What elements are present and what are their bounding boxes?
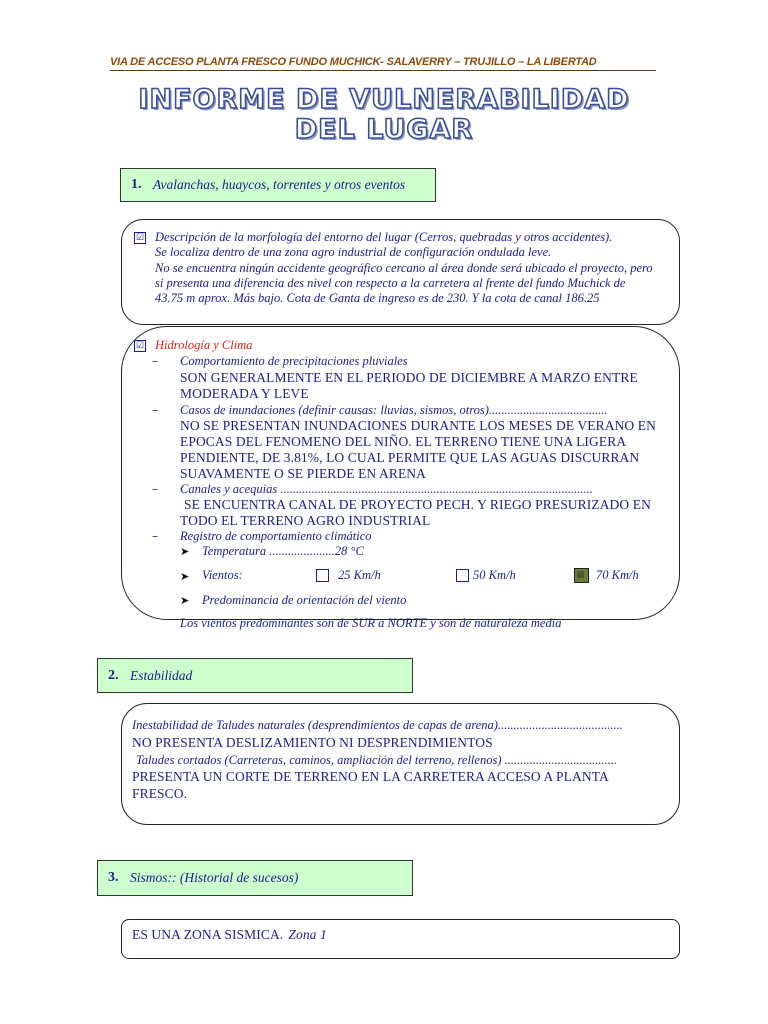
wind-direction-label: Predominancia de orientación del viento: [202, 593, 407, 607]
temperature-text: Temperatura .....................28 °C: [202, 544, 364, 558]
precipitation-label: Comportamiento de precipitaciones pluviales: [180, 354, 408, 368]
canal-label: Canales y acequias ....................................................................................................: [180, 482, 593, 496]
seismic-value: [132, 924, 327, 943]
section-2-number: 2.: [108, 667, 119, 683]
flood-label: Casos de inundaciones (definir causas: lluvias, sismos, otros)......................................: [180, 403, 608, 417]
checked-box-icon: ☑: [135, 341, 145, 351]
cut-slopes-value-line-2: FRESCO.: [132, 786, 188, 801]
hydrology-title: Hidrología y Clima: [155, 338, 253, 352]
morphology-line-3: No se encuentra ningún accidente geográfico cercano al área donde será ubicado el proyecto, pero: [155, 261, 653, 275]
wind-25-label: 25 Km/h: [338, 568, 381, 582]
section-2-heading: [97, 658, 413, 693]
section-2-label: Estabilidad: [130, 667, 193, 683]
wind-70-checkbox-checked[interactable]: [574, 568, 589, 583]
section-1-heading: [120, 168, 436, 202]
dash-bullet: –: [152, 403, 158, 417]
dash-bullet: –: [152, 529, 158, 543]
morphology-line-2: Se localiza dentro de una zona agro industrial de configuración ondulada leve.: [155, 245, 552, 259]
flood-value-line-2: EPOCAS DEL FENOMENO DEL NIÑO. EL TERRENO TIENE UNA LIGERA: [180, 434, 627, 449]
arrow-bullet-icon: ➤: [180, 570, 190, 583]
wind-50-label: 50 Km/h: [473, 568, 516, 582]
checked-box-icon: ☑: [135, 233, 145, 243]
page-title-line-1: INFORME DE VULNERABILIDAD: [138, 84, 630, 115]
morphology-line-4: si presenta una diferencia des nivel con respecto a la carretera al frente del fundo Muchick de: [155, 276, 626, 290]
arrow-bullet-icon: ➤: [180, 594, 190, 607]
precipitation-value-line-1: SON GENERALMENTE EN EL PERIODO DE DICIEMBRE A MARZO ENTRE: [180, 370, 638, 385]
precipitation-value-line-2: MODERADA Y LEVE: [180, 386, 309, 401]
page-title-line-2: DEL LUGAR: [294, 114, 474, 145]
section-3-number: 3.: [108, 870, 119, 885]
wind-note: Los vientos predominantes son de SUR a NORTE y son de naturaleza media: [180, 616, 562, 630]
morphology-line-5: 43.75 m aprox. Más bajo. Cota de Ganta de ingreso es de 230. Y la cota de canal 186.25: [155, 291, 600, 305]
section-3-heading: [97, 860, 413, 896]
flood-value-line-4: SUAVAMENTE O SE PIERDE EN ARENA: [180, 466, 426, 481]
natural-slopes-label: Inestabilidad de Taludes naturales (desprendimientos de capas de arena)........................................: [132, 718, 623, 732]
winds-label: Vientos:: [202, 568, 243, 582]
section-1-label: Avalanchas, huaycos, torrentes y otros eventos: [153, 177, 406, 192]
section-3-label: Sismos:: (Historial de sucesos): [130, 870, 299, 885]
dash-bullet: –: [152, 354, 158, 368]
document-header: VIA DE ACCESO PLANTA FRESCO FUNDO MUCHICK- SALAVERRY – TRUJILLO – LA LIBERTAD: [110, 56, 656, 71]
flood-value-line-3: PENDIENTE, DE 3.81%, LO CUAL PERMITE QUE LAS AGUAS DISCURRAN: [180, 450, 640, 465]
section-1-number: 1.: [131, 177, 142, 192]
cut-slopes-label: Taludes cortados (Carreteras, caminos, ampliación del terreno, rellenos) ....................................: [136, 753, 618, 767]
wind-50-checkbox[interactable]: [456, 569, 469, 582]
wind-70-label: 70 Km/h: [596, 568, 639, 582]
natural-slopes-value: NO PRESENTA DESLIZAMIENTO NI DESPRENDIMIENTOS: [132, 735, 493, 750]
cut-slopes-value-line-1: PRESENTA UN CORTE DE TERRENO EN LA CARRETERA ACCESO A PLANTA: [132, 769, 609, 784]
seismic-zone-text: ES UNA ZONA SISMICA.: [132, 927, 284, 942]
morphology-line-1: Descripción de la morfología del entorno del lugar (Cerros, quebradas y otros accidentes).: [155, 230, 613, 244]
wind-25-checkbox[interactable]: [316, 569, 329, 582]
flood-value-line-1: NO SE PRESENTAN INUNDACIONES DURANTE LOS MESES DE VERANO EN: [180, 418, 656, 433]
climate-label: Registro de comportamiento climático: [180, 529, 372, 543]
canal-value-line-1: SE ENCUENTRA CANAL DE PROYECTO PECH. Y RIEGO PRESURIZADO EN: [184, 497, 651, 512]
canal-value-line-2: TODO EL TERRENO AGRO INDUSTRIAL: [180, 513, 431, 528]
arrow-bullet-icon: ➤: [180, 545, 190, 558]
seismic-zone-number: Zona 1: [288, 927, 327, 942]
dash-bullet: –: [152, 482, 158, 496]
